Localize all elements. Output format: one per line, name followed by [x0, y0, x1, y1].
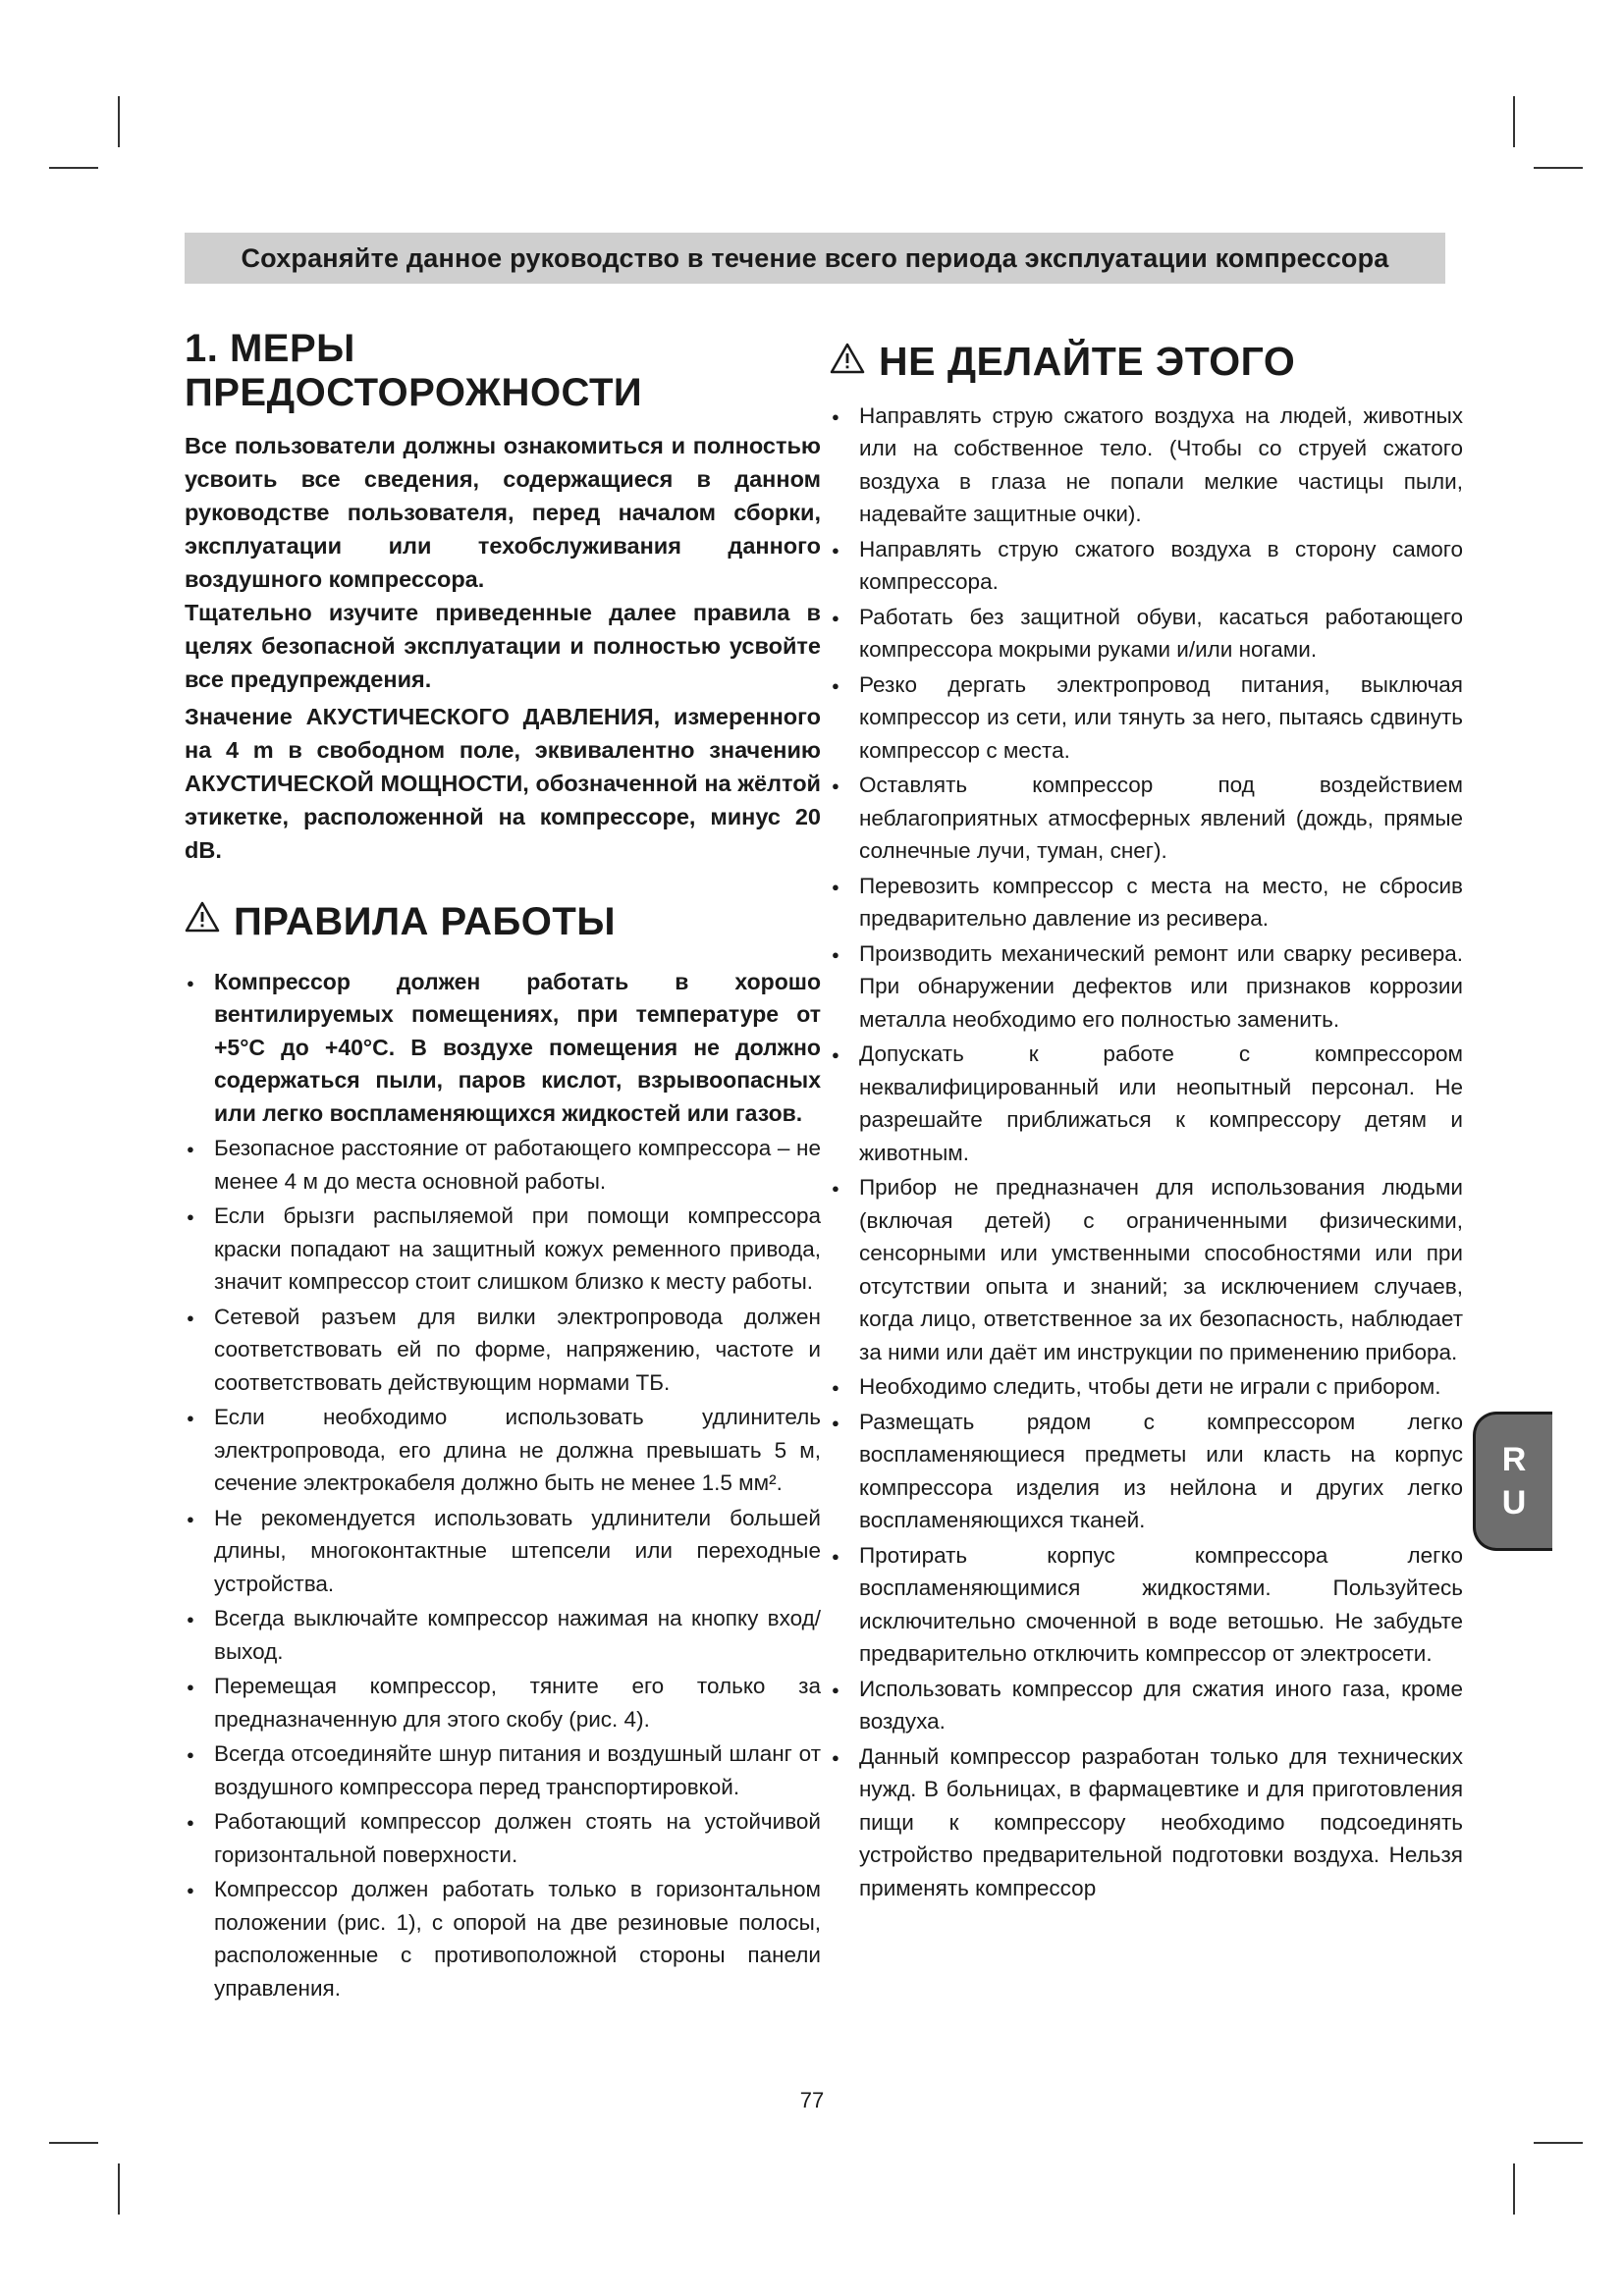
language-tab-letter: U: [1501, 1484, 1527, 1522]
language-tab-letter: R: [1501, 1441, 1527, 1478]
section-heading-rules: [185, 900, 821, 946]
page-number: 77: [799, 2088, 825, 2112]
list-item: ● Перевозить компрессор с места на место, не сбросив предварительно давление из ресивера.: [830, 870, 1463, 935]
right-column: [830, 319, 1463, 1906]
list-item: ● Работать без защитной обуви, касаться работающего компрессора мокрыми руками и/или ногами.: [830, 601, 1463, 667]
list-item: ● Безопасное расстояние от работающего компрессора – не менее 4 м до места основной работы.: [185, 1132, 821, 1198]
section-heading-rules-text: ПРАВИЛА РАБОТЫ: [234, 900, 617, 943]
list-item: ● Необходимо следить, чтобы дети не играли с прибором.: [830, 1370, 1463, 1404]
list-item: ● Производить механический ремонт или сварку ресивера. При обнаружении дефектов или признаков коррозии металла необходимо его полностью заменить.: [830, 937, 1463, 1037]
intro-paragraph: Тщательно изучите приведенные далее правила в целях безопасной эксплуатации и полностью усвойте все предупреждения.: [185, 600, 821, 692]
acoustic-paragraph: Значение АКУСТИЧЕСКОГО ДАВЛЕНИЯ, измеренного на 4 m в свободном поле, эквивалентно значению АКУСТИЧЕСКОЙ МОЩНОСТИ, обозначенной на жёлтой этикетке, расположенной на компрессоре, минус 20 dB.: [185, 704, 821, 863]
list-item: ● Допускать к работе с компрессором неквалифицированный или неопытный персонал. Не разрешайте приближаться к компрессору детям и животным.: [830, 1038, 1463, 1169]
list-item: ● Направлять струю сжатого воздуха в сторону самого компрессора.: [830, 533, 1463, 599]
list-item: ● Работающий компрессор должен стоять на устойчивой горизонтальной поверхности.: [185, 1805, 821, 1871]
crop-mark: [118, 2163, 120, 2215]
list-item: ● Если необходимо использовать удлинитель электропровода, его длина не должна превышать 5 м, сечение электрокабеля должно быть не менее 1.5 мм².: [185, 1401, 821, 1500]
section-heading-dont-text: НЕ ДЕЛАЙТЕ ЭТОГО: [879, 339, 1296, 384]
list-item: ● Резко дергать электропровод питания, выключая компрессор из сети, или тянуть за него, пытаясь сдвинуть компрессор с места.: [830, 668, 1463, 768]
header-banner: Сохраняйте данное руководство в течение всего периода эксплуатации компрессора: [185, 233, 1445, 284]
list-item: ● Протирать корпус компрессора легко воспламеняющимися жидкостями. Пользуйтесь исключительно смоченной в воде ветошью. Не забудьте предварительно отключить компрессор от электросети.: [830, 1539, 1463, 1671]
crop-mark: [1513, 2163, 1515, 2215]
crop-mark: [1513, 96, 1515, 147]
language-tab: [1473, 1412, 1552, 1551]
crop-mark: [1534, 167, 1583, 169]
list-item: ● Данный компрессор разработан только для технических нужд. В больницах, в фармацевтике и для приготовления пищи к компрессору необходимо подсоединять устройство предварительной подготовки воздуха. Нельзя применять компрессор: [830, 1740, 1463, 1905]
list-item: ● Прибор не предназначен для использования людьми (включая детей) с ограниченными физическими, сенсорными или умственными способностями или при отсутствии опыта и знаний; за исключением случаев, когда лицо, ответственное за их безопасность, наблюдает за ними или даёт им инструкции по применению прибора.: [830, 1171, 1463, 1368]
list-item: ● Компрессор должен работать в хорошо вентилируемых помещениях, при температуре от +5°С до +40°С. В воздухе помещения не должно содержаться пыли, паров кислот, взрывоопасных или легко воспламеняющихся жидкостей или газов.: [185, 966, 821, 1131]
warning-triangle-icon: [185, 898, 220, 942]
rules-list: [185, 966, 821, 2005]
warning-triangle-icon: [830, 338, 865, 384]
list-item: ● Всегда отсоединяйте шнур питания и воздушный шланг от воздушного компрессора перед транспортировкой.: [185, 1737, 821, 1803]
intro-paragraph: Все пользователи должны ознакомиться и полностью усвоить все сведения, содержащиеся в данном руководстве пользователя, перед началом сборки, эксплуатации или техобслуживания данного воздушного компрессора.: [185, 433, 821, 592]
crop-mark: [1534, 2142, 1583, 2144]
list-item: ● Размещать рядом с компрессором легко воспламеняющиеся предметы или класть на корпус компрессора изделия из нейлона и других легко воспламеняющихся тканей.: [830, 1406, 1463, 1537]
list-item: ● Перемещая компрессор, тяните его только за предназначенную для этого скобу (рис. 4).: [185, 1670, 821, 1735]
list-item: ● Оставлять компрессор под воздействием неблагоприятных атмосферных явлений (дождь, прямые солнечные лучи, туман, снег).: [830, 769, 1463, 868]
crop-mark: [118, 96, 120, 147]
crop-mark: [49, 2142, 98, 2144]
list-item: ● Компрессор должен работать только в горизонтальном положении (рис. 1), с опорой на две резиновые полосы, расположенные с противоположной стороны панели управления.: [185, 1873, 821, 2004]
list-item: ● Направлять струю сжатого воздуха на людей, животных или на собственное тело. (Чтобы со струей сжатого воздуха в глаза не попали мелкие частицы пыли, надевайте защитные очки).: [830, 400, 1463, 531]
dont-list: [830, 400, 1463, 1905]
list-item: ● Если брызги распыляемой при помощи компрессора краски попадают на защитный кожух ременного привода, значит компрессор стоит слишком близко к месту работы.: [185, 1200, 821, 1299]
section-heading-dont: [830, 339, 1463, 388]
left-column: [185, 319, 821, 2006]
list-item: ● Использовать компрессор для сжатия иного газа, кроме воздуха.: [830, 1673, 1463, 1738]
list-item: ● Сетевой разъем для вилки электропровода должен соответствовать ей по форме, напряжению, частоте и соответствовать действующим нормами ТБ.: [185, 1301, 821, 1400]
crop-mark: [49, 167, 98, 169]
section-heading-precautions: 1. МЕРЫ ПРЕДОСТОРОЖНОСТИ: [185, 327, 643, 414]
list-item: ● Всегда выключайте компрессор нажимая на кнопку вход/выход.: [185, 1602, 821, 1668]
list-item: ● Не рекомендуется использовать удлинители большей длины, многоконтактные штепсели или переходные устройства.: [185, 1502, 821, 1601]
